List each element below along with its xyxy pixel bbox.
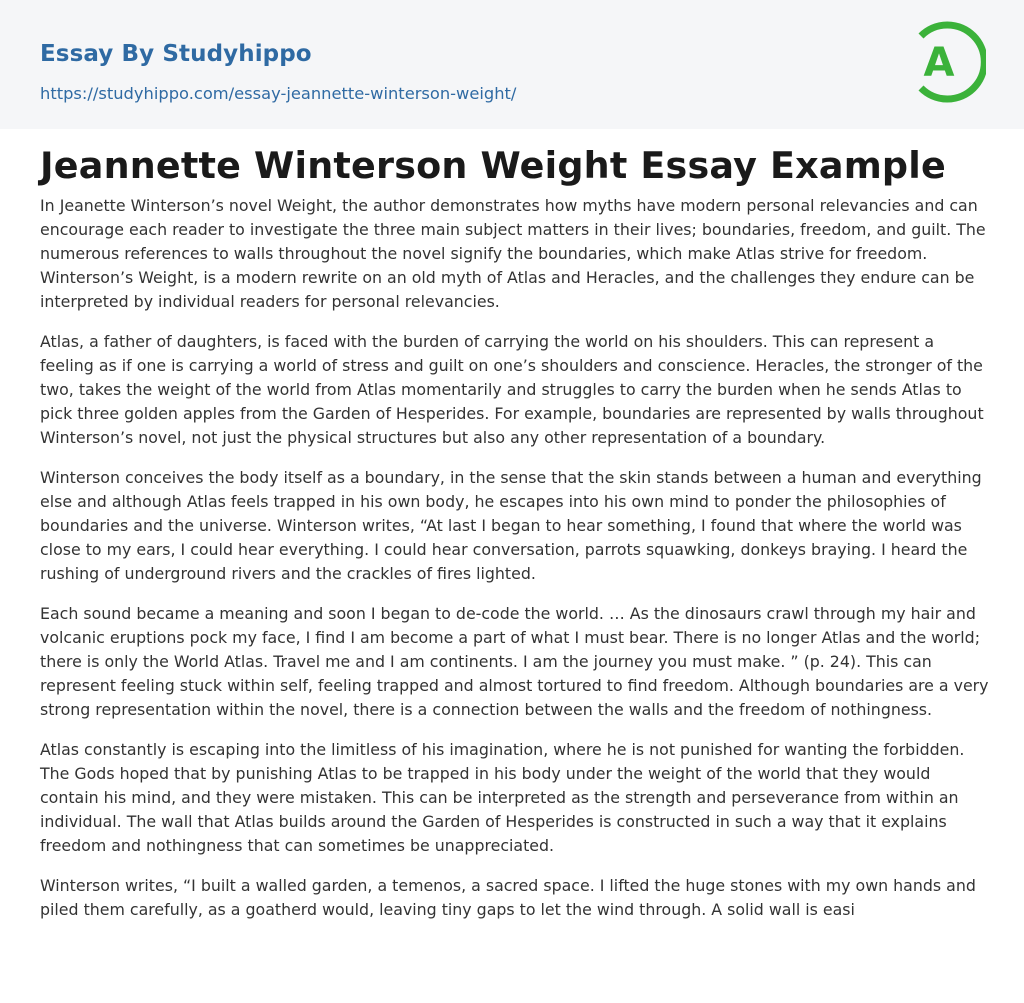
- essay-paragraph: Each sound became a meaning and soon I began to de-code the world. … As the dinosaurs crawl through my hair and volcanic eruptions pock my face, I find I am become a part of what I must bear. There is no longer Atlas and the world; there is only the World Atlas. Travel me and I am continents. I am the journey you must make. ” (p. 24). This can represent feeling stuck within self, feeling trapped and almost tortured to find freedom. Although boundaries are a very strong representation within the novel, there is a connection between the walls and the freedom of nothingness.: [40, 604, 989, 719]
- essay-paragraph: Atlas, a father of daughters, is faced with the burden of carrying the world on his shoulders. This can represent a feeling as if one is carrying a world of stress and guilt on one’s shoulders and conscience. Heracles, the stronger of the two, takes the weight of the world from Atlas momentarily and struggles to carry the burden when he sends Atlas to pick three golden apples from the Garden of Hesperides. For example, boundaries are represented by walls throughout Winterson’s novel, not just the physical structures but also any other representation of a boundary.: [40, 332, 984, 447]
- essay-paragraph: Winterson writes, “I built a walled garden, a temenos, a sacred space. I lifted the huge stones with my own hands and piled them carefully, as a goatherd would, leaving tiny gaps to let the wind through. A solid wall is easi: [40, 876, 976, 919]
- page-title: Jeannette Winterson Weight Essay Example: [40, 144, 946, 187]
- site-header: [0, 0, 1024, 129]
- logo-letter: A: [923, 40, 955, 86]
- essay-body: [40, 194, 990, 938]
- page-url-link[interactable]: https://studyhippo.com/essay-jeannette-winterson-weight/: [40, 84, 517, 103]
- brand-title[interactable]: Essay By Studyhippo: [40, 41, 312, 67]
- essay-paragraph: Atlas constantly is escaping into the limitless of his imagination, where he is not punished for wanting the forbidden. The Gods hoped that by punishing Atlas to be trapped in his body under the weight of the world that they would contain his mind, and they were mistaken. This can be interpreted as the strength and perseverance from within an individual. The wall that Atlas builds around the Garden of Hesperides is constructed in such a way that it explains freedom and nothingness that can sometimes be unappreciated.: [40, 740, 965, 855]
- studyhippo-logo-icon[interactable]: [910, 19, 986, 105]
- essay-paragraph: Winterson conceives the body itself as a boundary, in the sense that the skin stands between a human and everything else and although Atlas feels trapped in his own body, he escapes into his own mind to ponder the philosophies of boundaries and the universe. Winterson writes, “At last I began to hear something, I found that where the world was close to my ears, I could hear everything. I could hear conversation, parrots squawking, donkeys braying. I heard the rushing of underground rivers and the crackles of fires lighted.: [40, 468, 982, 583]
- essay-paragraph: In Jeanette Winterson’s novel Weight, the author demonstrates how myths have modern personal relevancies and can encourage each reader to investigate the three main subject matters in their lives; boundaries, freedom, and guilt. The numerous references to walls throughout the novel signify the boundaries, which make Atlas strive for freedom. Winterson’s Weight, is a modern rewrite on an old myth of Atlas and Heracles, and the challenges they endure can be interpreted by individual readers for personal relevancies.: [40, 196, 986, 311]
